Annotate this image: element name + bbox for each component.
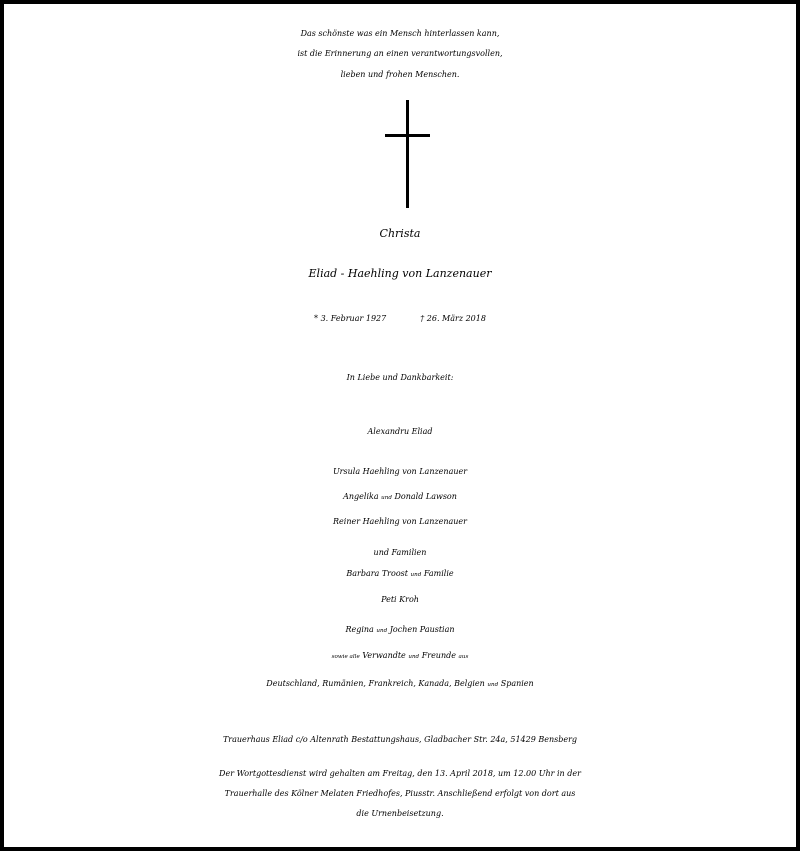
mourner-regina: Regina	[345, 625, 374, 634]
conjunction-und: und	[410, 572, 422, 578]
mourner-ursula: Ursula Haehling von Lanzenauer	[332, 467, 468, 476]
mourner-regina-jochen	[4, 626, 796, 635]
country-spanien: Spanien	[500, 679, 534, 688]
mourner-peti: Peti Kroh	[381, 595, 419, 604]
countries-line	[4, 680, 796, 689]
conjunction-und: und	[487, 682, 499, 688]
service-line-1: Der Wortgottesdienst wird gehalten am Freitag, den 13. April 2018, um 12.00 Uhr in der	[219, 769, 581, 778]
mourner-barbara-name: Barbara Troost	[346, 569, 408, 578]
quote-line-1: Das schönste was ein Mensch hinterlassen kann,	[300, 29, 500, 38]
mourner-angelika-donald	[4, 493, 796, 502]
mourner-jochen: Jochen Paustian	[389, 625, 455, 634]
deceased-full-name: Eliad - Haehling von Lanzenauer	[308, 267, 492, 280]
relatives-line	[4, 652, 796, 661]
birth-date: * 3. Februar 1927	[314, 314, 387, 323]
quote-line-2: ist die Erinnerung an einen verantwortungsvollen,	[297, 49, 503, 58]
countries: Deutschland, Rumänien, Frankreich, Kanada, Belgien	[266, 679, 485, 688]
conjunction-und: und	[376, 628, 388, 634]
conjunction-und: und	[408, 654, 420, 660]
verwandte: Verwandte	[362, 651, 406, 660]
mourner-barbara	[4, 570, 796, 579]
mourner-donald: Donald Lawson	[394, 492, 457, 501]
mourners-intro: In Liebe und Dankbarkeit:	[346, 373, 454, 382]
service-line-2: Trauerhalle des Kölner Melaten Friedhofes, Piusstr. Anschließend erfolgt von dort aus	[224, 789, 576, 798]
life-dates	[4, 315, 796, 323]
und-familien: und Familien	[373, 548, 427, 557]
mourner-reiner: Reiner Haehling von Lanzenauer	[333, 517, 467, 526]
mourner-alexandru: Alexandru Eliad	[367, 427, 433, 436]
funeral-home-address: Trauerhaus Eliad c/o Altenrath Bestattungshaus, Gladbacher Str. 24a, 51429 Bensberg	[222, 735, 578, 744]
mourner-familie: Familie	[423, 569, 454, 578]
quote-line-3: lieben und frohen Menschen.	[340, 70, 460, 79]
aus: aus	[458, 654, 469, 660]
freunde: Freunde	[421, 651, 456, 660]
deceased-first-name: Christa	[379, 227, 421, 240]
sowie-alle: sowie alle	[331, 654, 360, 660]
death-date: † 26. März 2018	[420, 314, 486, 323]
mourner-angelika: Angelika	[343, 492, 379, 501]
service-line-3: die Urnenbeisetzung.	[356, 809, 444, 818]
conjunction-und: und	[381, 495, 392, 501]
